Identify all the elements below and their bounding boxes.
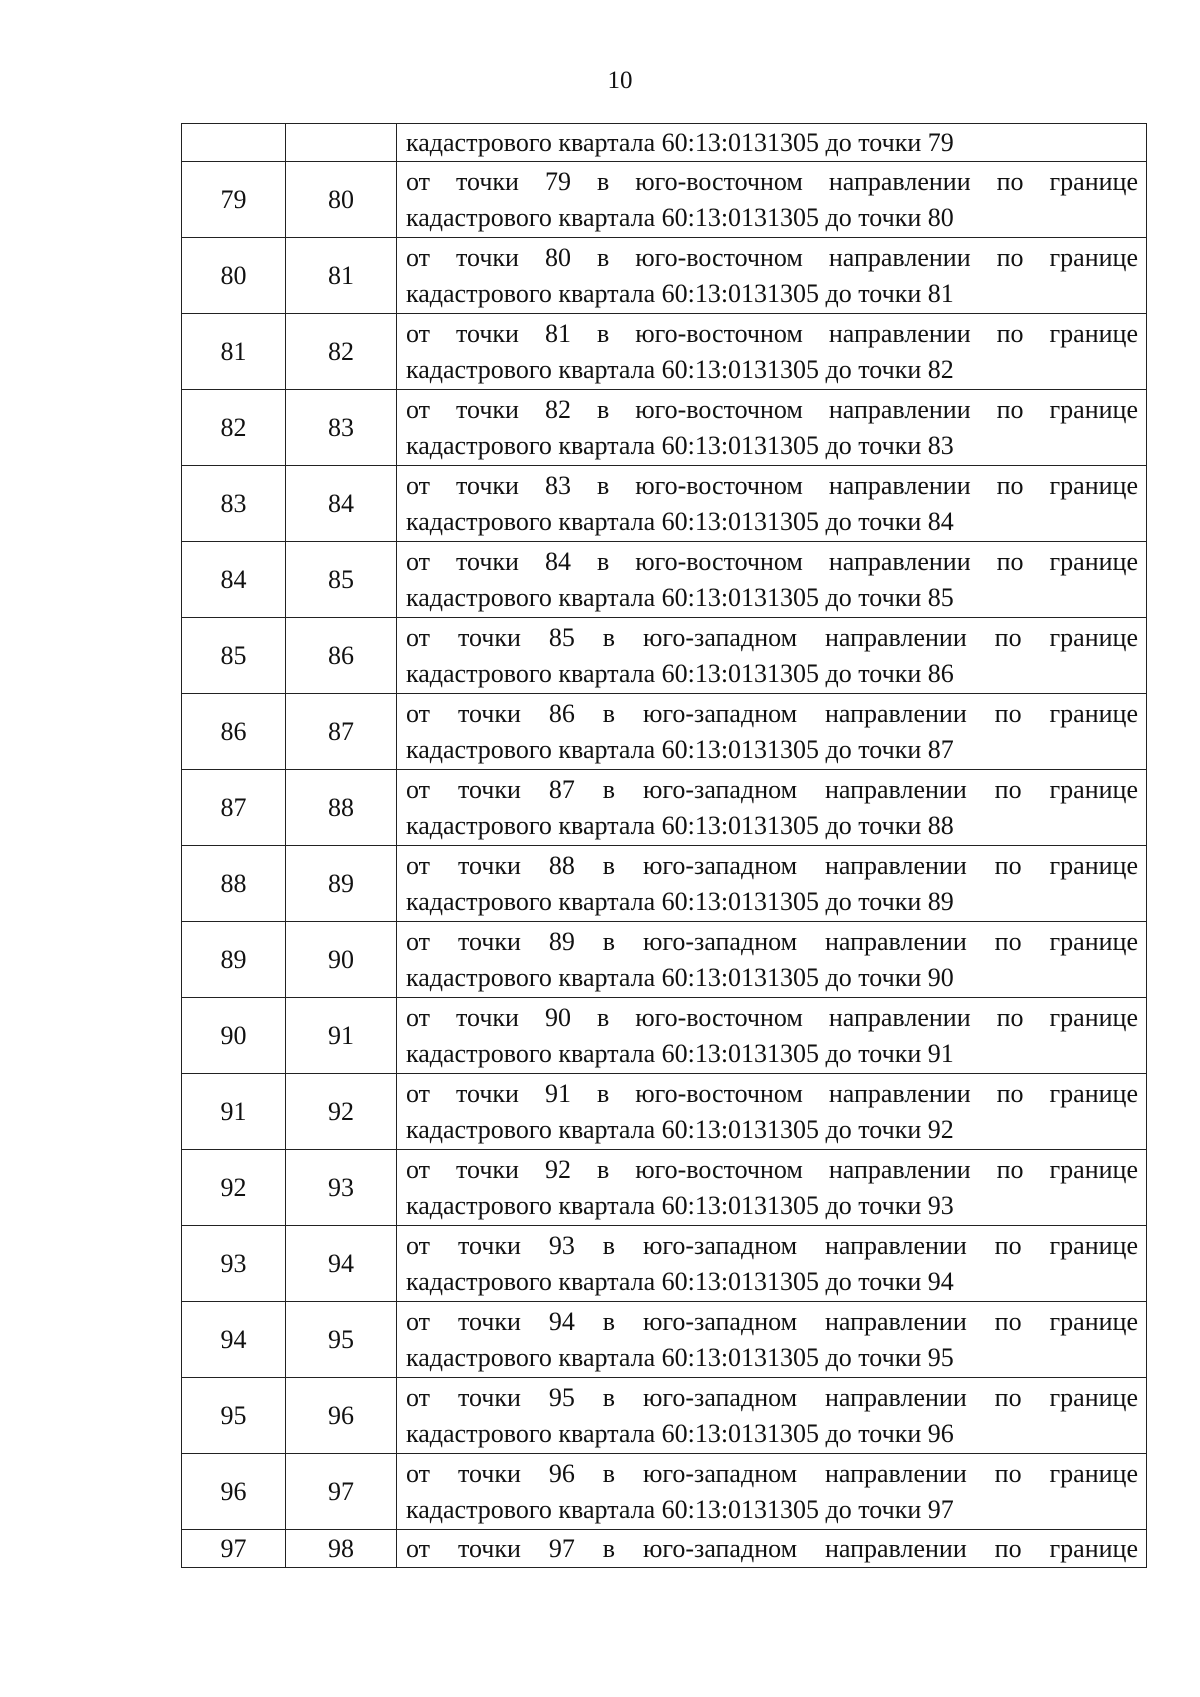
- description-line-2: кадастрового квартала 60:13:0131305 до точки 86: [406, 659, 954, 688]
- description-line-2: кадастрового квартала 60:13:0131305 до точки 96: [406, 1419, 954, 1448]
- to-point-cell: 83: [286, 390, 397, 466]
- description-cell: [397, 1150, 1147, 1226]
- to-point-cell: 80: [286, 162, 397, 238]
- table-row: [182, 1150, 1147, 1226]
- description-line-1: от точки 88 в юго-западном направлении по границе: [406, 851, 1138, 880]
- table-row: [182, 694, 1147, 770]
- to-point-cell: 91: [286, 998, 397, 1074]
- description-line-1: от точки 91 в юго-восточном направлении по границе: [406, 1079, 1138, 1108]
- description-line-1: от точки 83 в юго-восточном направлении по границе: [406, 471, 1138, 500]
- description-line-1: от точки 82 в юго-восточном направлении по границе: [406, 395, 1138, 424]
- table-row: [182, 314, 1147, 390]
- description-line-1: от точки 85 в юго-западном направлении по границе: [406, 623, 1138, 652]
- description-line-1: от точки 86 в юго-западном направлении по границе: [406, 699, 1138, 728]
- table-body: [182, 124, 1147, 1568]
- from-point-cell: 93: [182, 1226, 286, 1302]
- description-line-2: кадастрового квартала 60:13:0131305 до точки 82: [406, 355, 954, 384]
- description-line-2: кадастрового квартала 60:13:0131305 до точки 94: [406, 1267, 954, 1296]
- description-cell: [397, 1074, 1147, 1150]
- description-cell: [397, 390, 1147, 466]
- to-point-cell: 96: [286, 1378, 397, 1454]
- description-line-1: от точки 90 в юго-восточном направлении по границе: [406, 1003, 1138, 1032]
- from-point-cell: 84: [182, 542, 286, 618]
- description-line-1: от точки 80 в юго-восточном направлении по границе: [406, 243, 1138, 272]
- from-point-cell: 97: [182, 1530, 286, 1568]
- description-line-2: кадастрового квартала 60:13:0131305 до точки 80: [406, 203, 954, 232]
- from-point-cell: 80: [182, 238, 286, 314]
- from-point-cell: 91: [182, 1074, 286, 1150]
- table-row: [182, 1226, 1147, 1302]
- from-point-cell: 94: [182, 1302, 286, 1378]
- table-row-truncated: [182, 1530, 1147, 1568]
- table-row: [182, 922, 1147, 998]
- description-line-1: от точки 95 в юго-западном направлении по границе: [406, 1383, 1138, 1412]
- from-point-cell: 90: [182, 998, 286, 1074]
- table-row: [182, 1074, 1147, 1150]
- description-line-2: кадастрового квартала 60:13:0131305 до точки 93: [406, 1191, 954, 1220]
- boundary-points-table: [181, 123, 1147, 1568]
- description-cell: [397, 770, 1147, 846]
- table-row-continuation: [182, 124, 1147, 162]
- table-row: [182, 1454, 1147, 1530]
- description-line-2: кадастрового квартала 60:13:0131305 до точки 92: [406, 1115, 954, 1144]
- to-point-cell: 87: [286, 694, 397, 770]
- description-line-1: от точки 89 в юго-западном направлении по границе: [406, 927, 1138, 956]
- table-row: [182, 162, 1147, 238]
- from-point-cell: [182, 124, 286, 162]
- description-line-2: кадастрового квартала 60:13:0131305 до точки 89: [406, 887, 954, 916]
- description-cell: [397, 694, 1147, 770]
- from-point-cell: 95: [182, 1378, 286, 1454]
- to-point-cell: 86: [286, 618, 397, 694]
- from-point-cell: 89: [182, 922, 286, 998]
- table-row: [182, 846, 1147, 922]
- to-point-cell: 95: [286, 1302, 397, 1378]
- to-point-cell: [286, 124, 397, 162]
- description-cell: [397, 238, 1147, 314]
- description-line-2: кадастрового квартала 60:13:0131305 до точки 81: [406, 279, 954, 308]
- description-line-1: от точки 81 в юго-восточном направлении по границе: [406, 319, 1138, 348]
- description-line-1: от точки 94 в юго-западном направлении по границе: [406, 1307, 1138, 1336]
- table-row: [182, 1302, 1147, 1378]
- description-line-1: от точки 93 в юго-западном направлении по границе: [406, 1231, 1138, 1260]
- description-cell: [397, 1530, 1147, 1568]
- description-line-1: от точки 96 в юго-западном направлении по границе: [406, 1459, 1138, 1488]
- table-row: [182, 998, 1147, 1074]
- to-point-cell: 85: [286, 542, 397, 618]
- table-row: [182, 238, 1147, 314]
- from-point-cell: 81: [182, 314, 286, 390]
- from-point-cell: 92: [182, 1150, 286, 1226]
- from-point-cell: 85: [182, 618, 286, 694]
- to-point-cell: 94: [286, 1226, 397, 1302]
- to-point-cell: 90: [286, 922, 397, 998]
- table-row: [182, 390, 1147, 466]
- description-cell: [397, 618, 1147, 694]
- from-point-cell: 82: [182, 390, 286, 466]
- description-line-2: кадастрового квартала 60:13:0131305 до точки 83: [406, 431, 954, 460]
- description-cell: [397, 542, 1147, 618]
- description-line-2: кадастрового квартала 60:13:0131305 до точки 95: [406, 1343, 954, 1372]
- table-row: [182, 466, 1147, 542]
- description-cell: [397, 922, 1147, 998]
- table-row: [182, 1378, 1147, 1454]
- to-point-cell: 82: [286, 314, 397, 390]
- description-line-2: кадастрового квартала 60:13:0131305 до точки 97: [406, 1495, 954, 1524]
- to-point-cell: 89: [286, 846, 397, 922]
- description-line-1: от точки 84 в юго-восточном направлении по границе: [406, 547, 1138, 576]
- from-point-cell: 83: [182, 466, 286, 542]
- description-text: кадастрового квартала 60:13:0131305 до точки 79: [406, 128, 954, 157]
- description-line-2: кадастрового квартала 60:13:0131305 до точки 85: [406, 583, 954, 612]
- description-cell: [397, 1226, 1147, 1302]
- description-line-2: кадастрового квартала 60:13:0131305 до точки 84: [406, 507, 954, 536]
- from-point-cell: 87: [182, 770, 286, 846]
- description-cell: [397, 1302, 1147, 1378]
- table-row: [182, 618, 1147, 694]
- description-cell: [397, 1378, 1147, 1454]
- to-point-cell: 97: [286, 1454, 397, 1530]
- to-point-cell: 98: [286, 1530, 397, 1568]
- description-line-2: кадастрового квартала 60:13:0131305 до точки 87: [406, 735, 954, 764]
- description-cell: [397, 846, 1147, 922]
- description-cell: [397, 466, 1147, 542]
- to-point-cell: 88: [286, 770, 397, 846]
- to-point-cell: 92: [286, 1074, 397, 1150]
- description-line-1: от точки 79 в юго-восточном направлении по границе: [406, 167, 1138, 196]
- from-point-cell: 86: [182, 694, 286, 770]
- from-point-cell: 79: [182, 162, 286, 238]
- description-cell: [397, 162, 1147, 238]
- table-row: [182, 770, 1147, 846]
- table-row: [182, 542, 1147, 618]
- to-point-cell: 84: [286, 466, 397, 542]
- to-point-cell: 81: [286, 238, 397, 314]
- description-line-1: от точки 97 в юго-западном направлении по границе: [406, 1534, 1138, 1563]
- description-line-1: от точки 92 в юго-восточном направлении по границе: [406, 1155, 1138, 1184]
- description-line-2: кадастрового квартала 60:13:0131305 до точки 91: [406, 1039, 954, 1068]
- to-point-cell: 93: [286, 1150, 397, 1226]
- description-line-2: кадастрового квартала 60:13:0131305 до точки 88: [406, 811, 954, 840]
- description-line-1: от точки 87 в юго-западном направлении по границе: [406, 775, 1138, 804]
- description-cell: [397, 124, 1147, 162]
- from-point-cell: 88: [182, 846, 286, 922]
- from-point-cell: 96: [182, 1454, 286, 1530]
- description-cell: [397, 1454, 1147, 1530]
- page-number: 10: [607, 67, 633, 94]
- description-line-2: кадастрового квартала 60:13:0131305 до точки 90: [406, 963, 954, 992]
- description-cell: [397, 314, 1147, 390]
- description-cell: [397, 998, 1147, 1074]
